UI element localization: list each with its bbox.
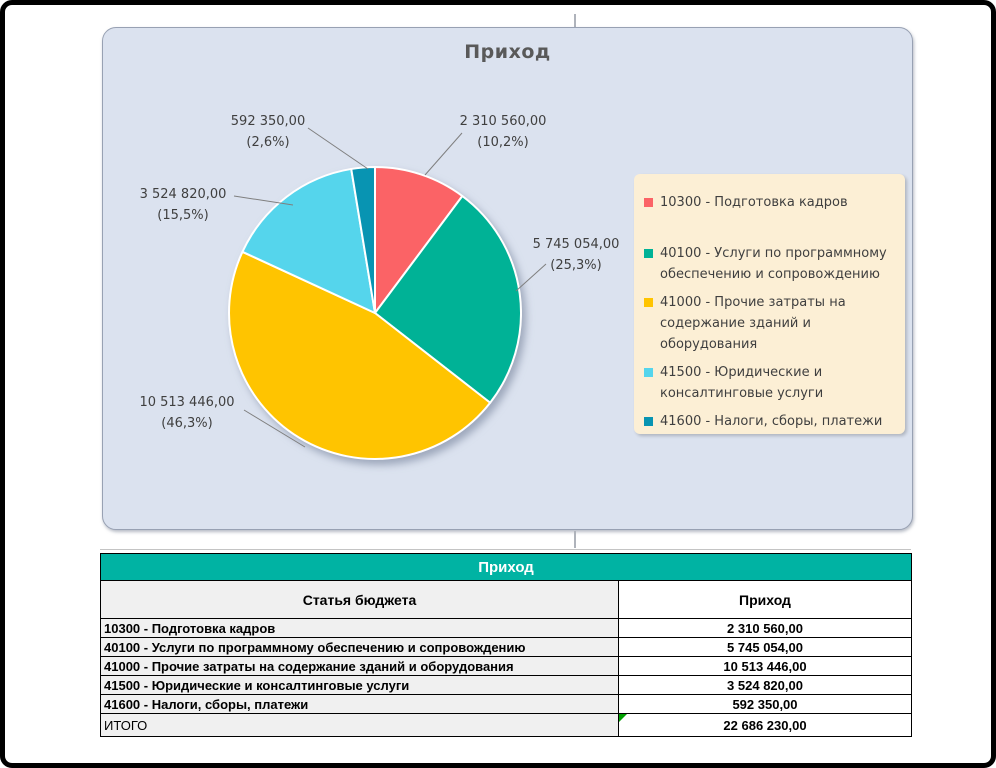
budget-value-cell[interactable]: 10 513 446,00 <box>619 657 912 676</box>
legend-swatch-icon <box>644 298 653 307</box>
pie-label-10300 <box>433 111 573 153</box>
table-title-row <box>101 554 912 581</box>
income-table <box>100 553 912 737</box>
chart-title: Приход <box>464 41 551 63</box>
legend-label: 41500 - Юридические и консалтинговые услуги <box>660 365 824 401</box>
legend-item-41000[interactable] <box>644 292 897 355</box>
table-title[interactable]: Приход <box>101 554 912 581</box>
table-row <box>101 695 912 714</box>
pie-label-value: 2 310 560,00 <box>459 114 547 129</box>
total-value-cell[interactable] <box>619 714 912 737</box>
object-handle-tick-top <box>574 14 576 27</box>
pie-label-41500 <box>113 184 253 226</box>
pie-label-percent: (46,3%) <box>161 416 213 431</box>
legend-label: 40100 - Услуги по программному обеспечению и сопровождению <box>660 246 887 282</box>
column-header-value[interactable]: Приход <box>619 581 912 619</box>
pie-label-value: 592 350,00 <box>230 114 306 129</box>
legend-label: 10300 - Подготовка кадров <box>660 195 848 210</box>
legend-swatch-icon <box>644 198 653 207</box>
pie-label-percent: (25,3%) <box>550 258 602 273</box>
legend-item-40100[interactable] <box>644 243 897 285</box>
budget-value-cell[interactable]: 592 350,00 <box>619 695 912 714</box>
pie-label-percent: (10,2%) <box>477 135 529 150</box>
budget-item-cell[interactable]: 41000 - Прочие затраты на содержание зданий и оборудования <box>101 657 619 676</box>
total-value: 22 686 230,00 <box>723 717 807 733</box>
budget-value-cell[interactable]: 2 310 560,00 <box>619 619 912 638</box>
pie-label-value: 5 745 054,00 <box>532 237 620 252</box>
table-row <box>101 657 912 676</box>
pie-label-40100 <box>506 234 646 276</box>
budget-item-cell[interactable]: 40100 - Услуги по программному обеспечению и сопровождению <box>101 638 619 657</box>
column-header-item[interactable]: Статья бюджета <box>101 581 619 619</box>
table-row <box>101 638 912 657</box>
legend-swatch-icon <box>644 417 653 426</box>
pie-label-41000 <box>117 392 257 434</box>
legend-item-10300[interactable] <box>644 192 897 213</box>
budget-value-cell[interactable]: 5 745 054,00 <box>619 638 912 657</box>
table-header-row <box>101 581 912 619</box>
table-top-rule <box>100 549 911 550</box>
legend-label: 41000 - Прочие затраты на содержание зданий и оборудования <box>660 295 846 352</box>
budget-item-cell[interactable]: 10300 - Подготовка кадров <box>101 619 619 638</box>
legend-label: 41600 - Налоги, сборы, платежи <box>660 414 883 429</box>
table-row <box>101 619 912 638</box>
pie-label-value: 3 524 820,00 <box>139 187 227 202</box>
budget-value-cell[interactable]: 3 524 820,00 <box>619 676 912 695</box>
pie-label-percent: (2,6%) <box>246 135 290 150</box>
pie-label-value: 10 513 446,00 <box>139 395 235 410</box>
pie-label-41600 <box>198 111 338 153</box>
table-row <box>101 676 912 695</box>
legend-swatch-icon <box>644 368 653 377</box>
chart-legend <box>634 174 905 434</box>
pie-label-percent: (15,5%) <box>157 208 209 223</box>
budget-item-cell[interactable]: 41600 - Налоги, сборы, платежи <box>101 695 619 714</box>
budget-item-cell[interactable]: 41500 - Юридические и консалтинговые услуги <box>101 676 619 695</box>
cell-error-indicator-triangle <box>619 714 627 722</box>
table-total-row <box>101 714 912 737</box>
income-chart-panel <box>102 27 913 530</box>
legend-swatch-icon <box>644 249 653 258</box>
legend-item-41600[interactable] <box>644 411 897 432</box>
total-label-cell[interactable]: ИТОГО <box>101 714 619 737</box>
legend-item-41500[interactable] <box>644 362 897 404</box>
object-handle-tick-middle <box>574 531 576 548</box>
